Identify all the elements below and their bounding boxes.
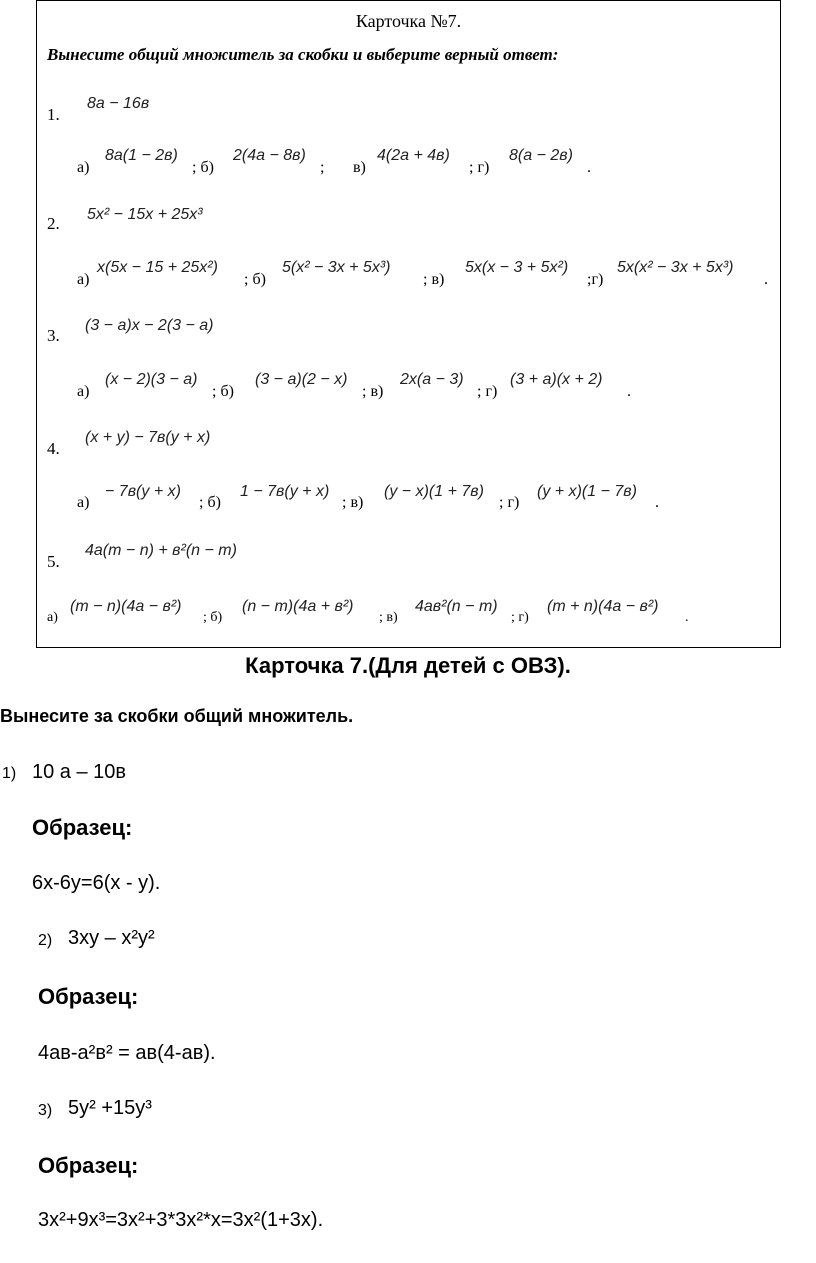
option-expression: 8(a − 2в) xyxy=(509,147,573,164)
option-separator: ; б) xyxy=(244,271,266,288)
task-number: 2. xyxy=(47,214,60,233)
option-separator: ; в) xyxy=(342,494,364,511)
option-label: а) xyxy=(77,271,90,288)
sample-text: 4ав-а²в² = ав(4-ав). xyxy=(38,1042,216,1064)
section-instruction: Вынесите за скобки общий множитель. xyxy=(0,706,354,726)
item-number: 1) xyxy=(2,765,17,782)
option-separator: . xyxy=(685,610,689,625)
sample-text: 3х²+9х³=3х²+3*3х²*х=3х²(1+3х). xyxy=(38,1209,324,1231)
option-separator: . xyxy=(627,383,631,400)
option-separator: ; xyxy=(320,159,325,176)
item-number: 3) xyxy=(38,1102,53,1119)
option-separator: ; в) xyxy=(423,271,445,288)
task-expression: (x + y) − 7в(y + x) xyxy=(85,429,211,446)
option-separator: ; г) xyxy=(469,159,490,176)
task-expression: 5x² − 15x + 25x³ xyxy=(87,206,203,223)
option-expression: 4(2a + 4в) xyxy=(377,147,450,164)
option-separator: . xyxy=(587,159,591,176)
option-expression: 1 − 7в(y + x) xyxy=(240,483,330,500)
option-label: а) xyxy=(77,159,90,176)
option-expression: x(5x − 15 + 25x²) xyxy=(97,259,218,276)
option-expression: 4aв²(n − m) xyxy=(415,598,498,615)
task-expression: 4a(m − n) + в²(n − m) xyxy=(85,542,237,559)
option-separator: ; г) xyxy=(477,383,498,400)
option-separator: ; в) xyxy=(362,383,384,400)
item-number: 2) xyxy=(38,932,53,949)
option-expression: 2x(a − 3) xyxy=(400,371,464,388)
option-expression: (3 + a)(x + 2) xyxy=(510,371,603,388)
option-label: в) xyxy=(353,159,366,176)
task-number: 4. xyxy=(47,439,60,458)
option-separator: ; г) xyxy=(511,610,529,625)
option-expression: − 7в(y + x) xyxy=(105,483,181,500)
task-number: 1. xyxy=(47,105,60,124)
card-instruction: Вынесите общий множитель за скобки и выберите верный ответ: xyxy=(47,45,559,64)
option-expression: 2(4a − 8в) xyxy=(233,147,306,164)
option-expression: (n − m)(4a + в²) xyxy=(242,598,354,615)
option-separator: ; г) xyxy=(499,494,520,511)
task-expression: (3 − a)x − 2(3 − a) xyxy=(85,317,214,334)
option-label: а) xyxy=(47,610,58,625)
sample-label: Образец: xyxy=(38,1153,139,1178)
option-separator: . xyxy=(764,271,768,288)
option-separator: ; б) xyxy=(192,159,214,176)
option-separator: ; б) xyxy=(203,610,223,625)
task-number: 3. xyxy=(47,326,60,345)
option-separator: ;г) xyxy=(587,271,604,288)
option-expression: (x − 2)(3 − a) xyxy=(105,371,198,388)
option-expression: (y + x)(1 − 7в) xyxy=(537,483,637,500)
item-task: 10 а – 10в xyxy=(32,761,127,783)
sample-label: Образец: xyxy=(38,984,139,1009)
task-expression: 8a − 16в xyxy=(87,95,150,112)
option-expression: 5(x² − 3x + 5x³) xyxy=(282,259,391,276)
option-expression: (y − x)(1 + 7в) xyxy=(384,483,484,500)
task-number: 5. xyxy=(47,552,60,571)
option-separator: ; в) xyxy=(379,610,398,625)
card-title: Карточка №7. xyxy=(355,11,462,31)
option-expression: (m + n)(4a − в²) xyxy=(547,598,659,615)
option-expression: 8a(1 − 2в) xyxy=(105,147,178,164)
option-expression: (3 − a)(2 − x) xyxy=(255,371,348,388)
option-label: а) xyxy=(77,383,90,400)
section-title: Карточка 7.(Для детей с ОВЗ). xyxy=(245,653,571,678)
option-separator: . xyxy=(655,494,659,511)
item-task: 5у² +15у³ xyxy=(68,1097,152,1119)
option-expression: 5x(x² − 3x + 5x³) xyxy=(617,259,734,276)
option-separator: ; б) xyxy=(199,494,221,511)
sample-label: Образец: xyxy=(32,815,133,840)
sample-text: 6х-6у=6(х - у). xyxy=(32,872,161,894)
option-label: а) xyxy=(77,494,90,511)
option-separator: ; б) xyxy=(212,383,234,400)
item-task: 3ху – х²у² xyxy=(68,927,155,949)
exercise-card xyxy=(36,0,781,648)
option-expression: 5x(x − 3 + 5x²) xyxy=(465,259,569,276)
option-expression: (m − n)(4a − в²) xyxy=(70,598,182,615)
